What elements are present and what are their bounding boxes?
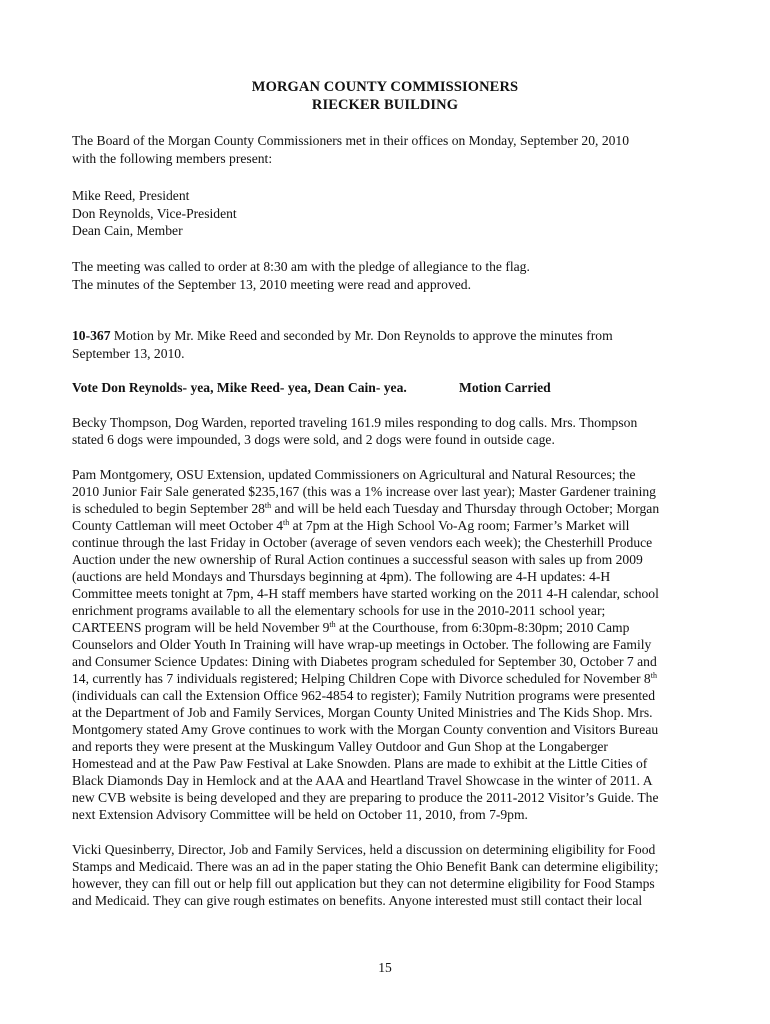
extension-text: County Cattleman will meet October 4 [72, 518, 284, 533]
motion-number: 10-367 [72, 328, 111, 343]
extension-text: 14, currently has 7 individuals registered; Helping Children Cope with Divorce scheduled for November 8 [72, 671, 651, 686]
extension-line: Homestead and at the Paw Paw Festival at Lake Snowden. Plans are made to exhibit at the Little Cities of [72, 756, 648, 771]
meeting-line: The minutes of the September 13, 2010 meeting were read and approved. [72, 277, 471, 292]
motion-line: September 13, 2010. [72, 346, 185, 361]
jfs-line: Vicki Quesinberry, Director, Job and Family Services, held a discussion on determining eligibility for Food [72, 842, 656, 857]
member-line: Mike Reed, President [72, 188, 190, 203]
extension-line [72, 670, 657, 687]
ordinal-suffix: th [650, 671, 657, 680]
extension-line [72, 500, 659, 517]
extension-line: and reports they were present at the Muskingum Valley Outdoor and Gun Shop at the Longaberger [72, 739, 608, 754]
dog-warden-line: stated 6 dogs were impounded, 3 dogs were sold, and 2 dogs were found in outside cage. [72, 432, 555, 447]
motion-result: Motion Carried [459, 380, 551, 395]
extension-text: and will be held each Tuesday and Thursday through October; Morgan [271, 501, 660, 516]
extension-line: Counselors and Older Youth In Training will have wrap-up meetings in October. The following are Family [72, 637, 652, 652]
extension-line: Black Diamonds Day in Hemlock and at the AAA and Heartland Travel Showcase in the winter of 2011. A [72, 773, 653, 788]
extension-line: next Extension Advisory Committee will be held on October 11, 2010, from 7-9pm. [72, 807, 528, 822]
extension-line: Auction under the new ownership of Rural Action continues a successful season with sales up from 2009 [72, 552, 643, 567]
extension-text: at 7pm at the High School Vo-Ag room; Farmer’s Market will [289, 518, 630, 533]
extension-text: at the Courthouse, from 6:30pm-8:30pm; 2010 Camp [335, 620, 630, 635]
page-number: 15 [378, 960, 392, 975]
motion-text: Motion by Mr. Mike Reed and seconded by Mr. Don Reynolds to approve the minutes from [110, 328, 613, 343]
extension-line: Pam Montgomery, OSU Extension, updated Commissioners on Agricultural and Natural Resources; the [72, 467, 636, 482]
extension-line: at the Department of Job and Family Services, Morgan County United Ministries and The Kids Shop. Mrs. [72, 705, 653, 720]
extension-line: Committee meets tonight at 7pm, 4-H staff members have started working on the 2011 4-H calendar, school [72, 586, 659, 601]
jfs-line: and Medicaid. They can give rough estimates on benefits. Anyone interested must still contact their local [72, 893, 643, 908]
extension-line [72, 619, 629, 636]
doc-title: MORGAN COUNTY COMMISSIONERS [251, 79, 519, 95]
member-line: Don Reynolds, Vice-President [72, 206, 237, 221]
ordinal-suffix: th [329, 620, 336, 629]
extension-line: (auctions are held Mondays and Thursdays beginning at 4pm). The following are 4-H updates: 4-H [72, 569, 611, 584]
meeting-line: The meeting was called to order at 8:30 am with the pledge of allegiance to the flag. [72, 259, 530, 274]
extension-line: 2010 Junior Fair Sale generated $235,167 (this was a 1% increase over last year); Master Gardener training [72, 484, 656, 499]
jfs-line: however, they can fill out or help fill out application but they can not determine eligibility for Food Stamps [72, 876, 655, 891]
intro-line: with the following members present: [72, 151, 273, 166]
extension-line: continue through the last Friday in October (average of seven vendors each week); the Chesterhill Produce [72, 535, 653, 550]
intro-line: The Board of the Morgan County Commissioners met in their offices on Monday, September 20, 2010 [72, 133, 630, 148]
extension-line: new CVB website is being developed and they are preparing to produce the 2011-2012 Visitor’s Guide. The [72, 790, 659, 805]
extension-text: is scheduled to begin September 28 [72, 501, 265, 516]
extension-line: (individuals can call the Extension Office 962-4854 to register); Family Nutrition programs were presented [72, 688, 655, 703]
extension-line: enrichment programs available to all the elementary schools for use in the 2010-2011 school year; [72, 603, 606, 618]
extension-line: Montgomery stated Amy Grove continues to work with the Morgan County convention and Visitors Bureau [72, 722, 659, 737]
extension-line [72, 517, 629, 534]
ordinal-suffix: th [264, 501, 272, 510]
doc-subtitle: RIECKER BUILDING [311, 97, 459, 113]
vote-line: Vote Don Reynolds- yea, Mike Reed- yea, Dean Cain- yea. [72, 380, 407, 395]
extension-text: CARTEENS program will be held November 9 [72, 620, 330, 635]
motion-line [72, 327, 613, 344]
dog-warden-line: Becky Thompson, Dog Warden, reported traveling 161.9 miles responding to dog calls. Mrs. Thompson [72, 415, 638, 430]
extension-line: and Consumer Science Updates: Dining with Diabetes program scheduled for September 30, October 7 and [72, 654, 657, 669]
jfs-line: Stamps and Medicaid. There was an ad in the paper stating the Ohio Benefit Bank can determine eligibility; [72, 859, 659, 874]
member-line: Dean Cain, Member [72, 223, 183, 238]
ordinal-suffix: th [283, 518, 290, 527]
